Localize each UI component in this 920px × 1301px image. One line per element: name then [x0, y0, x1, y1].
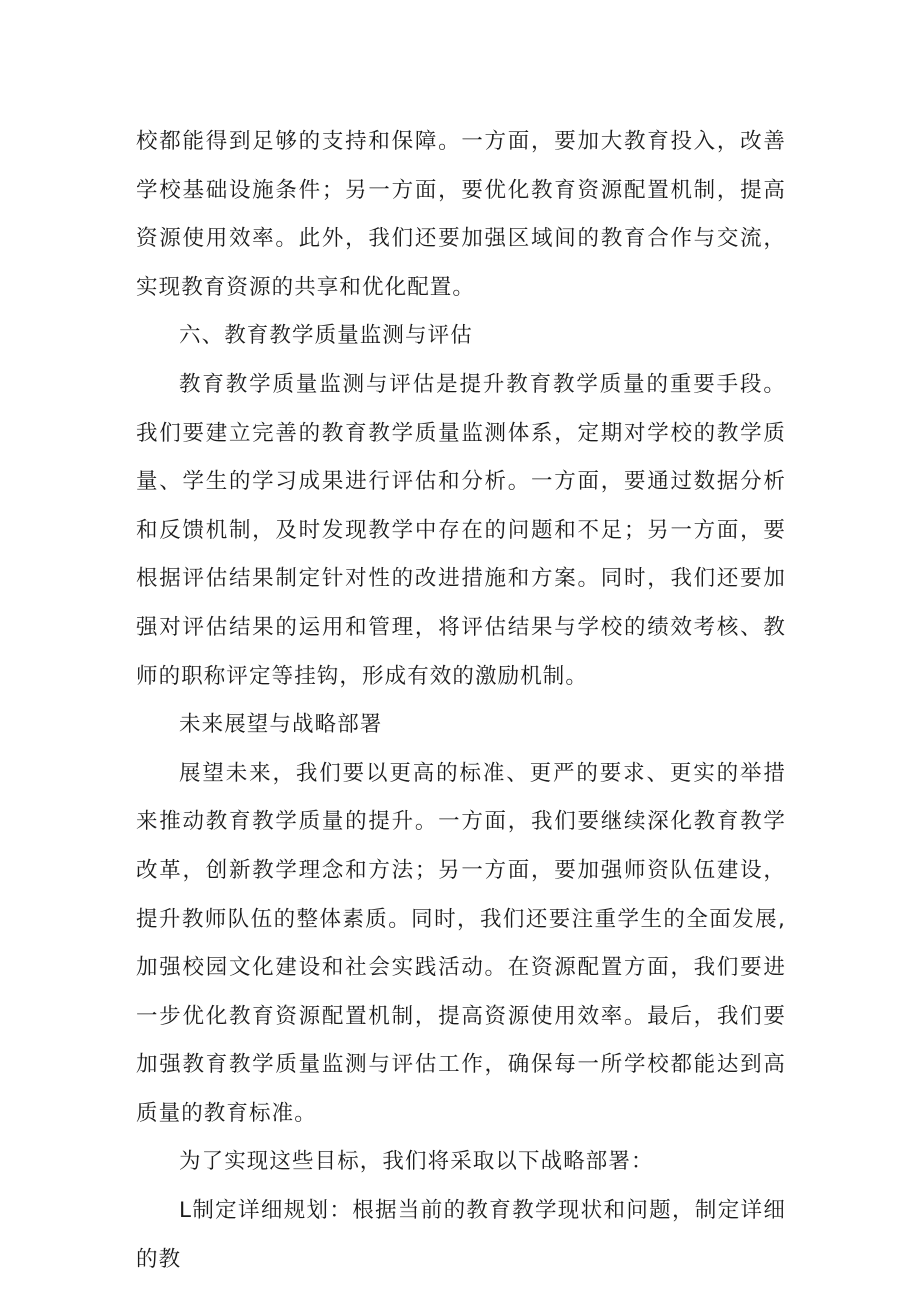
paragraph-quality-monitoring: 教育教学质量监测与评估是提升教育教学质量的重要手段。我们要建立完善的教育教学质量监测体系，定期对学校的教学质量、学生的学习成果进行评估和分析。一方面，要通过数据分析和反馈机制，及时发现教学中存在的问题和不足；另一方面，要根据评估结果制定针对性的改进措施和方案。同时，我们还要加强对评估结果的运用和管理，将评估结果与学校的绩效考核、教师的职称评定等挂钩，形成有效的激励机制。 — [136, 371, 786, 689]
paragraph-future-outlook: 展望未来，我们要以更高的标准、更严的要求、更实的举措来推动教育教学质量的提升。一方面，我们要继续深化教育教学改革，创新教学理念和方法；另一方面，要加强师资队伍建设，提升教师队伍的整体素质。同时，我们还要注重学生的全面发展,加强校园文化建设和社会实践活动。在资源配置方面，我们要进一步优化教育资源配置机制，提高资源使用效率。最后，我们要加强教育教学质量监测与评估工作，确保每一所学校都能达到高质量的教育标准。 — [136, 760, 786, 1126]
section-heading-future-outlook: 未来展望与战略部署 — [179, 712, 383, 738]
paragraph-strategy-item-1: L制定详细规划：根据当前的教育教学现状和问题，制定详细的教 — [136, 1198, 786, 1272]
section-heading-quality-monitoring: 六、教育教学质量监测与评估 — [179, 323, 473, 349]
paragraph-resource-allocation: 校都能得到足够的支持和保障。一方面，要加大教育投入，改善学校基础设施条件；另一方面，要优化教育资源配置机制，提高资源使用效率。此外，我们还要加强区域间的教育合作与交流，实现教育资源的共享和优化配置。 — [136, 129, 786, 300]
paragraph-strategy-intro: 为了实现这些目标，我们将采取以下战略部署： — [179, 1149, 654, 1175]
document-body — [136, 118, 786, 1284]
